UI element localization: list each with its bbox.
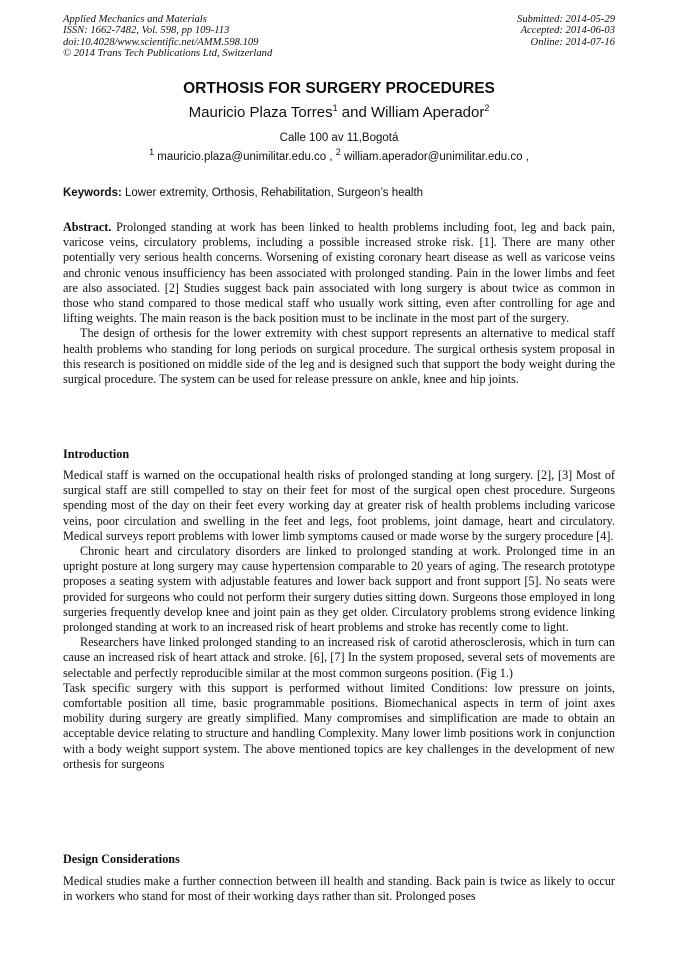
abstract-label: Abstract. — [63, 220, 112, 234]
introduction-section — [63, 468, 615, 772]
email-2-sup: 2 — [335, 147, 341, 158]
introduction-paragraph-1: Medical staff is warned on the occupational health risks of prolonged standing at long surgery. [2], [3] Most of surgical staff are still compelled to stay on their feet for most of the surgical open chest procedure. Surgeons spending most of the day on their feet every working day at greater risk of health problems including varicose veins, poor circulation and swelling in the feet and legs, foot problems, joint damage, heart and circulatory. Medical surveys report problems with lower limb symptoms caused or made worse by the surgery procedure [4]. — [63, 468, 615, 543]
email-2: william.aperador@unimilitar.edu.co , — [340, 151, 529, 163]
author-emails — [0, 147, 678, 163]
email-1-sup: 1 — [149, 147, 155, 158]
introduction-paragraph-3: Researchers have linked prolonged standing to an increased risk of carotid atherosclerosis, which in turn can cause an increased risk of heart attack and stroke. [6], [7] In the system proposed, several sets of movements are selectable and perfectly reproducible similar at the most common surgeons position. (Fig 1.) — [63, 635, 615, 680]
author-line — [0, 104, 678, 121]
abstract-section — [63, 220, 615, 387]
introduction-heading: Introduction — [63, 447, 130, 461]
accepted-date: Accepted: 2014-06-03 — [520, 25, 615, 37]
affiliation-address: Calle 100 av 11,Bogotá — [279, 132, 399, 144]
author-2-sup: 2 — [484, 103, 490, 113]
introduction-paragraph-2: Chronic heart and circulatory disorders are linked to prolonged standing at work. Prolonged time in an upright posture at long surgery may cause hypertension comparable to 20 years of aging. The research prototype proposes a seating system with adjustable features and lower back support and front support [5]. No seats were provided for surgeons who could not perform their surgery duties sitting down. Surgeons those employed in long surgeries frequently develop knee and joint pain as they get older. Circulatory problems strong evidence linking prolonged standing at work to an increased risk of heart problems and stroke has recently come to light. — [63, 544, 615, 635]
dates-header — [517, 14, 615, 48]
doi-line: doi:10.4028/www.scientific.net/AMM.598.109 — [63, 36, 259, 48]
abstract-text-1: Prolonged standing at work has been linked to health problems including foot, leg and back pain, varicose veins, circulatory problems, including a possible increased stroke risk. [1]. There are many other potentially very serious health concerns. Worsening of existing coronary heart disease as well as varicose veins and chronic venous insufficiency has been associated with prolonged standing. Pain in the lower limbs and feet are also associated. [2] Studies suggest back pain associated with long surgery is about twice as common in those who stand compared to those medical staff who usually work sitting, even after controlling for age and lifting weights. The main reason is the back position must to be inclinate in the most part of the surgery. — [63, 220, 615, 326]
email-1: mauricio.plaza@unimilitar.edu.co , — [154, 151, 336, 163]
keywords-list: Lower extremity, Orthosis, Rehabilitation, Surgeon’s health — [121, 187, 424, 199]
author-1-sup: 1 — [332, 103, 338, 113]
online-date: Online: 2014-07-16 — [530, 36, 615, 48]
abstract-paragraph-2: The design of orthesis for the lower extremity with chest support represents an alternative to medical staff health problems who standing for long periods on surgical procedure. The surgical orthesis system proposal in this research is positioned on middle side of the leg and is designed such that support the body weight during the surgical procedure. The system can be used for release pressure on ankle, knee and hip joints. — [63, 326, 615, 387]
design-section — [63, 874, 615, 904]
author-2: and William Aperador — [337, 104, 485, 121]
design-heading: Design Considerations — [63, 852, 180, 866]
issn-line: ISSN: 1662-7482, Vol. 598, pp 109-113 — [63, 25, 230, 37]
abstract-paragraph-1 — [63, 220, 615, 326]
keywords-label: Keywords: — [63, 187, 122, 199]
submitted-date: Submitted: 2014-05-29 — [517, 14, 615, 25]
paper-title: ORTHOSIS FOR SURGERY PROCEDURES — [183, 80, 495, 97]
author-1: Mauricio Plaza Torres — [188, 104, 333, 121]
copyright-line: © 2014 Trans Tech Publications Ltd, Switzerland — [63, 48, 273, 60]
journal-header — [63, 14, 272, 60]
introduction-paragraph-4: Task specific surgery with this support is performed without limited Conditions: low pressure on joints, comfortable position all time, basic programmable positions. Biomechanical aspects in term of joint axes mobility during surgery are greatly simplified. Many compromises and simplification are made to obtain an acceptable device relating to structure and handling Complexity. Many lower limb positions work in conjunction with a body weight support system. The above mentioned topics are key challenges in the development of new orthesis for surgeons — [63, 680, 615, 771]
design-paragraph-1: Medical studies make a further connection between ill health and standing. Back pain is twice as likely to occur in workers who stand for most of their working days rather than sit. Prolonged poses — [63, 874, 615, 904]
keywords-line — [63, 187, 615, 199]
journal-name: Applied Mechanics and Materials — [63, 14, 207, 25]
